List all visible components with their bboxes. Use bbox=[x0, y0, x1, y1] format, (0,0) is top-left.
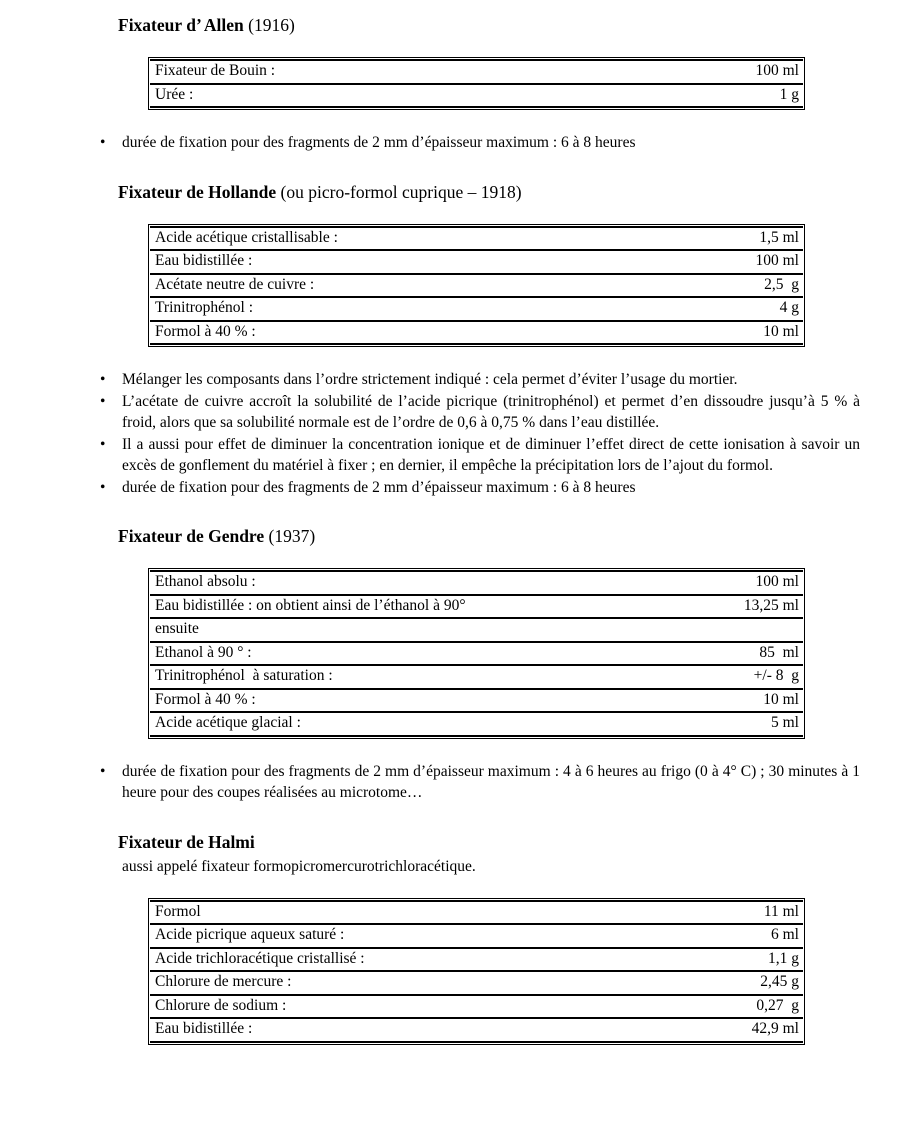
ingredient-value: 10 ml bbox=[620, 320, 803, 346]
ingredient-label: Eau bidistillée : bbox=[150, 1017, 620, 1043]
note-text: Il a aussi pour effet de diminuer la concentration ionique et de diminuer l’effet direct de cette ionisation à savoir un excès de gonflement du matériel à fixer ; en dernier, il empêche la précipitation lors de l’ajout du formol. bbox=[122, 435, 860, 474]
ingredient-label: Eau bidistillée : on obtient ainsi de l’éthanol à 90° bbox=[150, 594, 620, 618]
note-item bbox=[98, 434, 860, 477]
table-row bbox=[150, 570, 803, 594]
table-row bbox=[150, 900, 803, 924]
section-heading bbox=[118, 181, 900, 203]
section-heading-suffix: (1916) bbox=[243, 15, 295, 35]
note-text: Mélanger les composants dans l’ordre strictement indiqué : cela permet d’éviter l’usage du mortier. bbox=[122, 371, 738, 388]
ingredient-label: Formol bbox=[150, 900, 620, 924]
section-heading-name: Fixateur de Halmi bbox=[118, 831, 255, 852]
table-row bbox=[150, 711, 803, 737]
section-heading-suffix: (ou picro-formol cuprique – 1918) bbox=[276, 181, 522, 202]
ingredient-label: Urée : bbox=[150, 83, 620, 109]
ingredient-value bbox=[620, 617, 803, 641]
section-heading-name: Fixateur de Gendre bbox=[118, 526, 265, 546]
ingredient-label: Acide acétique cristallisable : bbox=[150, 226, 620, 250]
table-row bbox=[150, 594, 803, 618]
ingredient-label: Eau bidistillée : bbox=[150, 249, 620, 273]
fixative-section bbox=[0, 14, 900, 154]
table-row bbox=[150, 994, 803, 1018]
table-row bbox=[150, 1017, 803, 1043]
note-item bbox=[98, 477, 860, 499]
table-row bbox=[150, 947, 803, 971]
note-item bbox=[98, 369, 860, 391]
ingredient-value: 13,25 ml bbox=[620, 594, 803, 618]
section-subtitle: aussi appelé fixateur formopicromercurotrichloracétique. bbox=[122, 857, 476, 875]
notes-list bbox=[98, 369, 860, 498]
ingredient-label: Formol à 40 % : bbox=[150, 320, 620, 346]
ingredient-value: +/- 8 g bbox=[620, 664, 803, 688]
notes-list bbox=[98, 761, 860, 804]
recipe-table bbox=[148, 568, 805, 739]
ingredient-label: Ethanol absolu : bbox=[150, 570, 620, 594]
ingredient-value: 1,5 ml bbox=[620, 226, 803, 250]
ingredient-label: Formol à 40 % : bbox=[150, 688, 620, 712]
ingredient-label: Trinitrophénol : bbox=[150, 296, 620, 320]
recipe-table bbox=[148, 898, 805, 1045]
table-row bbox=[150, 320, 803, 346]
ingredient-value: 85 ml bbox=[620, 641, 803, 665]
section-heading-suffix: (1937) bbox=[264, 526, 316, 546]
ingredient-value: 100 ml bbox=[620, 59, 803, 83]
recipe-table bbox=[148, 224, 805, 348]
fixative-section bbox=[0, 831, 900, 1045]
ingredient-value: 5 ml bbox=[620, 711, 803, 737]
note-text: durée de fixation pour des fragments de 2 mm d’épaisseur maximum : 6 à 8 heures bbox=[122, 478, 636, 496]
section-heading bbox=[118, 525, 900, 547]
table-row bbox=[150, 59, 803, 83]
recipe-table bbox=[148, 57, 805, 110]
ingredient-label: Chlorure de mercure : bbox=[150, 970, 620, 994]
ingredient-label: Ethanol à 90 ° : bbox=[150, 641, 620, 665]
note-item bbox=[98, 761, 860, 804]
table-row bbox=[150, 83, 803, 109]
table-row bbox=[150, 226, 803, 250]
ingredient-value: 42,9 ml bbox=[620, 1017, 803, 1043]
note-text: durée de fixation pour des fragments de 2 mm d’épaisseur maximum : 6 à 8 heures bbox=[122, 134, 636, 151]
table-row bbox=[150, 296, 803, 320]
ingredient-value: 1,1 g bbox=[620, 947, 803, 971]
section-heading-name: Fixateur de Hollande bbox=[118, 181, 277, 202]
ingredient-value: 0,27 g bbox=[620, 994, 803, 1018]
ingredient-value: 100 ml bbox=[620, 570, 803, 594]
table-row bbox=[150, 664, 803, 688]
ingredient-label: Acide trichloracétique cristallisé : bbox=[150, 947, 620, 971]
note-text: durée de fixation pour des fragments de 2 mm d’épaisseur maximum : 4 à 6 heures au frigo (0 à 4° C) ; 30 minutes à 1 heure pour des coupes réalisées au microtome… bbox=[122, 762, 860, 801]
fixative-section bbox=[0, 525, 900, 804]
note-text: L’acétate de cuivre accroît la solubilité de l’acide picrique (trinitrophénol) et permet d’en dissoudre jusqu’à 5 % à froid, alors que sa solubilité normale est de l’ordre de 0,6 à 0,75 % dans l’eau distillée. bbox=[122, 392, 860, 431]
table-row bbox=[150, 923, 803, 947]
ingredient-label: Acide acétique glacial : bbox=[150, 711, 620, 737]
table-row bbox=[150, 970, 803, 994]
note-item bbox=[98, 391, 860, 434]
fixative-section bbox=[0, 181, 900, 499]
ingredient-label: Trinitrophénol à saturation : bbox=[150, 664, 620, 688]
table-row bbox=[150, 273, 803, 297]
ingredient-value: 2,5 g bbox=[620, 273, 803, 297]
ingredient-value: 2,45 g bbox=[620, 970, 803, 994]
ingredient-value: 4 g bbox=[620, 296, 803, 320]
ingredient-value: 11 ml bbox=[620, 900, 803, 924]
ingredient-value: 6 ml bbox=[620, 923, 803, 947]
table-row bbox=[150, 641, 803, 665]
table-row bbox=[150, 688, 803, 712]
ingredient-label: Fixateur de Bouin : bbox=[150, 59, 620, 83]
ingredient-value: 1 g bbox=[620, 83, 803, 109]
ingredient-label: Acide picrique aqueux saturé : bbox=[150, 923, 620, 947]
section-heading-name: Fixateur d’ Allen bbox=[118, 15, 244, 35]
section-heading bbox=[118, 14, 900, 36]
section-heading bbox=[118, 831, 900, 853]
ingredient-value: 10 ml bbox=[620, 688, 803, 712]
note-item bbox=[98, 132, 860, 154]
notes-list bbox=[98, 132, 860, 154]
ingredient-label: ensuite bbox=[150, 617, 620, 641]
ingredient-label: Chlorure de sodium : bbox=[150, 994, 620, 1018]
ingredient-value: 100 ml bbox=[620, 249, 803, 273]
table-row bbox=[150, 249, 803, 273]
ingredient-label: Acétate neutre de cuivre : bbox=[150, 273, 620, 297]
table-row bbox=[150, 617, 803, 641]
